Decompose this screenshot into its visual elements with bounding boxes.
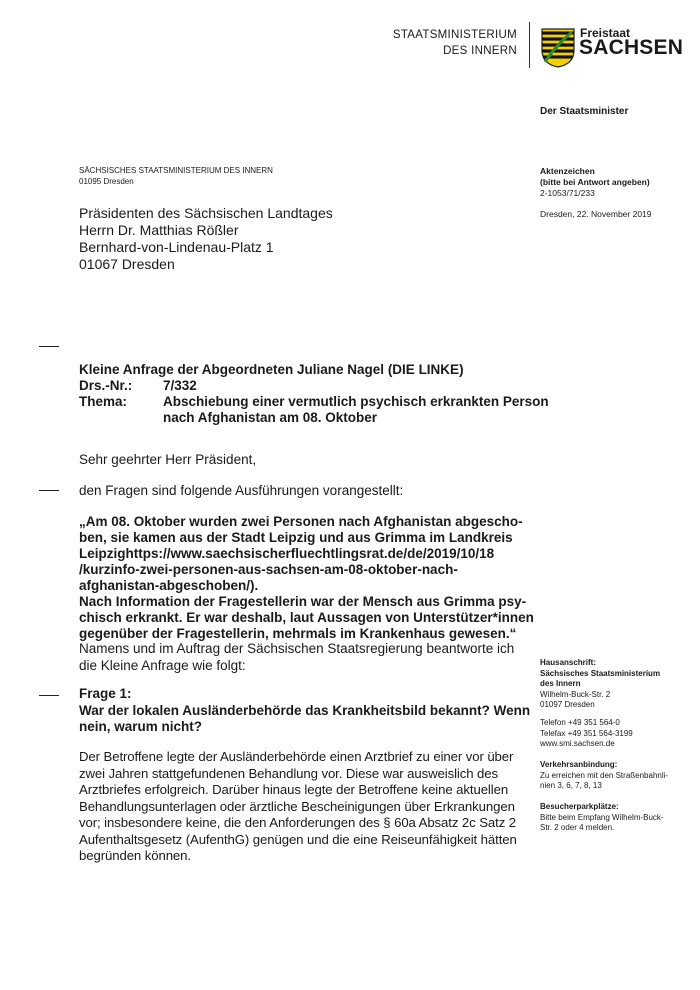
quote-line8: gegenüber der Fragestellerin, mehrmals im Krankenhaus gewesen.“ [79, 626, 517, 641]
quote-line1: „Am 08. Oktober wurden zwei Personen nach Afghanistan abgescho- [79, 514, 523, 529]
ministry-name-line1: STAATSMINISTERIUM [392, 29, 517, 41]
thema-line1: Abschiebung einer vermutlich psychisch erkrankten Person [163, 394, 549, 409]
sender-line2: 01095 Dresden [79, 177, 134, 186]
answer-intro [79, 641, 515, 674]
question-1 [79, 686, 531, 736]
transport-line2: nien 3, 6, 7, 8, 13 [540, 781, 602, 790]
transport-line1: Zu erreichen mit den Straßenbahnli- [540, 770, 669, 780]
minister-title: Der Staatsminister [540, 106, 629, 117]
header-divider [529, 22, 530, 68]
intro-text: den Fragen sind folgende Ausführungen vorangestellt: [79, 483, 404, 498]
thema-line2: nach Afghanistan am 08. Oktober [163, 410, 378, 425]
recipient-line4: 01067 Dresden [79, 256, 175, 272]
fold-mark-3 [39, 695, 59, 696]
question-1-title: Frage 1: [79, 686, 132, 701]
website-url: www.smi.sachsen.de [540, 739, 615, 748]
question-1-line2: nein, warum nicht? [79, 719, 203, 734]
recipient-address [79, 205, 333, 273]
parking-info [540, 802, 664, 834]
subject-line1: Kleine Anfrage der Abgeordneten Juliane Nagel (DIE LINKE) [79, 362, 464, 377]
fold-mark-2 [39, 490, 59, 491]
address-name1: Sächsisches Staatsministerium [540, 668, 661, 678]
phone-number: Telefon +49 351 564-0 [540, 718, 620, 727]
drs-value: 7/332 [163, 378, 197, 393]
answer-1-line6: Aufenthaltsgesetz (AufenthG) genügen und die eine Reiseunfähigkeit hätten [79, 831, 517, 847]
fax-number: Telefax +49 351 564-3199 [540, 728, 633, 738]
question-1-line1: War der lokalen Ausländerbehörde das Krankheitsbild bekannt? Wenn [79, 702, 531, 718]
ministry-name-line2: DES INNERN [443, 45, 517, 57]
parking-label: Besucherparkplätze: [540, 802, 619, 811]
answer-1-line1: Der Betroffene legte der Ausländerbehörde einen Arztbrief zu einer vor über [79, 749, 514, 764]
address-street: Wilhelm-Buck-Str. 2 [540, 689, 611, 699]
reference-note: (bitte bei Antwort angeben) [540, 177, 650, 187]
letter-date: Dresden, 22. November 2019 [540, 209, 652, 219]
salutation: Sehr geehrter Herr Präsident, [79, 452, 257, 467]
reference-block [540, 166, 650, 199]
sender-line1: SÄCHSISCHES STAATSMINISTERIUM DES INNERN [79, 166, 273, 175]
quote-url-part2: /kurzinfo-zwei-personen-aus-sachsen-am-08-oktober-nach- [79, 562, 458, 577]
recipient-line1: Präsidenten des Sächsischen Landtages [79, 205, 333, 221]
answer-1-line2: zwei Jahren stattgefundenen Behandlung vor. Diese war ausweislich des [79, 765, 499, 781]
freistaat-label: Freistaat [580, 26, 631, 40]
quote-url-part3: afghanistan-abgeschoben/). [79, 578, 259, 593]
drs-label: Drs.-Nr.: [79, 378, 133, 393]
recipient-line2: Herrn Dr. Matthias Rößler [79, 222, 239, 238]
address-label: Hausanschrift: [540, 658, 597, 667]
answer-intro-line1: Namens und im Auftrag der Sächsischen Staatsregierung beantworte ich [79, 641, 515, 656]
answer-1-line5: vor; insbesondere keine, die den Anforderungen des § 60a Absatz 2c Satz 2 [79, 815, 516, 830]
quote-url-part1: https://www.saechsischerfluechtlingsrat.de/de/2019/10/18 [125, 546, 495, 561]
reference-label: Aktenzeichen [540, 166, 595, 176]
answer-1 [79, 749, 517, 865]
quoted-statement [79, 514, 534, 642]
answer-1-line3: Arztbriefes erfolgreich. Darüber hinaus legte der Betroffene keine aktuellen [79, 782, 509, 797]
sender-address [79, 165, 273, 187]
ministry-name [393, 27, 517, 59]
subject-block [79, 362, 549, 426]
recipient-line3: Bernhard-von-Lindenau-Platz 1 [79, 239, 274, 255]
answer-1-line7: begründen können. [79, 848, 191, 863]
contact-address [540, 658, 660, 711]
quote-line3a: Leipzig [79, 546, 126, 561]
answer-intro-line2: die Kleine Anfrage wie folgt: [79, 657, 246, 673]
address-name2: des Innern [540, 679, 581, 688]
quote-line2: ben, sie kamen aus der Stadt Leipzig und aus Grimma im Landkreis [79, 530, 513, 545]
saxony-coat-of-arms-icon [541, 28, 575, 68]
contact-phone-block [540, 718, 633, 750]
parking-line1: Bitte beim Empfang Wilhelm-Buck- [540, 812, 664, 822]
reference-number: 2-1053/71/233 [540, 188, 595, 198]
address-city: 01097 Dresden [540, 700, 595, 709]
parking-line2: Str. 2 oder 4 melden. [540, 823, 615, 832]
thema-label: Thema: [79, 394, 128, 409]
transport-info [540, 760, 668, 792]
answer-1-line4: Behandlungsunterlagen oder ärztliche Bescheinigungen über Erkrankungen [79, 798, 515, 814]
fold-mark-1 [39, 346, 59, 347]
quote-line6: Nach Information der Fragestellerin war der Mensch aus Grimma psy- [79, 594, 527, 609]
quote-line7: chisch erkrankt. Er war deshalb, laut Aussagen von Unterstützer*innen [79, 610, 534, 625]
sachsen-wordmark: SACHSEN [579, 36, 684, 59]
transport-label: Verkehrsanbindung: [540, 760, 618, 769]
